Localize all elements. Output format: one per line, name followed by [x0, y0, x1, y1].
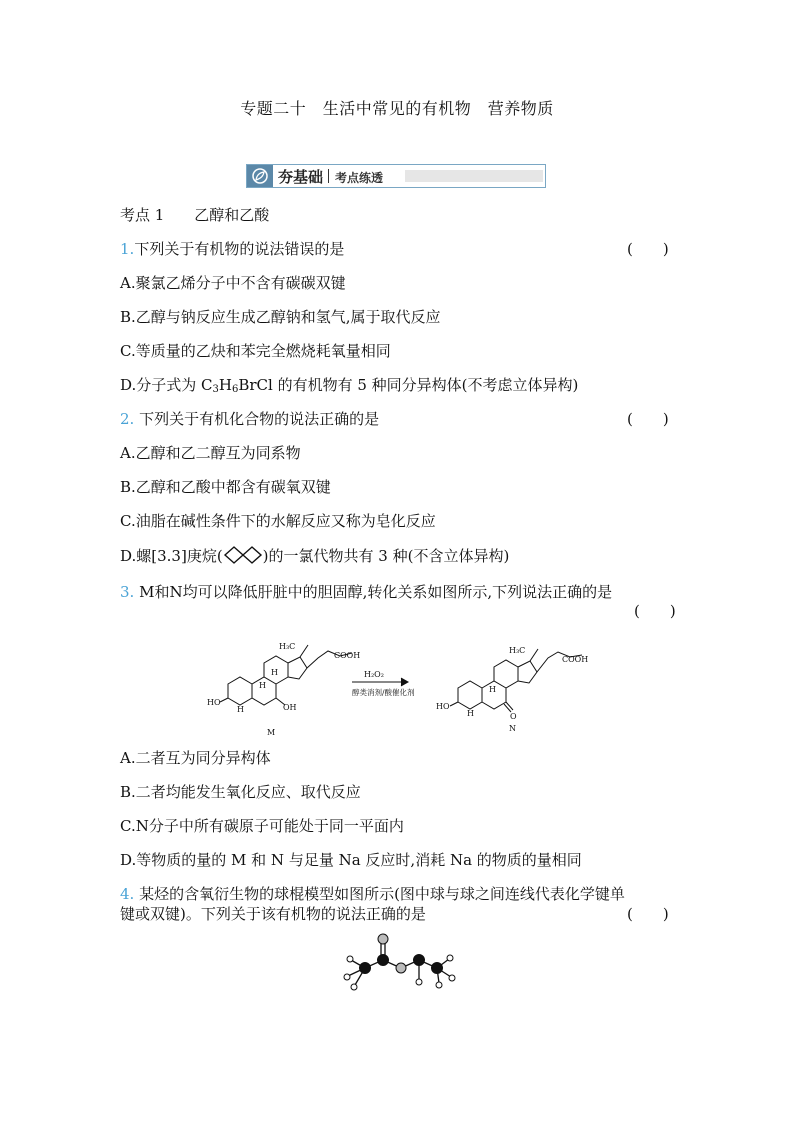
hydrogen-label: H: [237, 705, 244, 714]
q1-option-a: A.聚氯乙烯分子中不含有碳碳双键: [120, 274, 346, 292]
banner-divider: [328, 169, 329, 183]
question-number: 1.: [120, 240, 135, 258]
banner-main-label: 夯基础: [278, 168, 324, 186]
carboxyl-label: COOH: [334, 651, 361, 660]
hydrogen-label: H: [489, 685, 496, 694]
section-heading: 考点 1 乙醇和乙酸: [120, 206, 270, 224]
hydrogen-label: H: [467, 709, 474, 718]
page-title: 专题二十 生活中常见的有机物 营养物质: [240, 99, 554, 118]
q1-option-d: D.分子式为 C3H6BrCl 的有机物有 5 种同分异构体(不考虑立体异构): [120, 376, 579, 395]
answer-blank: ( ): [627, 905, 669, 923]
hydrogen-atom: [347, 956, 353, 962]
question-1-stem: 1.下列关于有机物的说法错误的是: [120, 240, 345, 258]
question-4-stem-line-2: 键或双键)。下列关于该有机物的说法正确的是: [120, 905, 426, 923]
carbon-atom: [414, 955, 425, 966]
hydroxyl-label: HO: [207, 698, 221, 707]
answer-blank: ( ): [634, 602, 676, 620]
molecule-m-label: M: [267, 728, 276, 737]
reagent-bottom: 醇类消剂/酸催化剂: [352, 688, 415, 697]
ketone-o-label: O: [510, 712, 517, 721]
q2-option-b: B.乙醇和乙酸中都含有碳氧双键: [120, 478, 331, 496]
hydroxyl-label: HO: [436, 702, 450, 711]
reaction-figure: [200, 628, 600, 738]
oxygen-atom: [396, 963, 406, 973]
hydrogen-label: H: [271, 668, 278, 677]
hydrogen-atom: [447, 955, 453, 961]
q2-option-d: D.螺[3.3]庚烷( )的一氯代物共有 3 种(不含立体异构): [120, 547, 510, 565]
question-number: 2.: [120, 410, 135, 428]
spiro-heptane-icon: [223, 546, 263, 564]
banner-bar: [405, 170, 543, 182]
q3-option-a: A.二者互为同分异构体: [120, 749, 271, 767]
hydrogen-atom: [416, 979, 422, 985]
answer-blank: ( ): [627, 240, 669, 258]
q2-option-c: C.油脂在碱性条件下的水解反应又称为皂化反应: [120, 512, 436, 530]
carboxyl-label: COOH: [562, 655, 589, 664]
q1-option-c: C.等质量的乙炔和苯完全燃烧耗氧量相同: [120, 342, 391, 360]
hydrogen-atom: [344, 974, 350, 980]
question-number: 4.: [120, 885, 135, 903]
oxygen-atom: [378, 934, 388, 944]
hydrogen-label: H: [259, 681, 266, 690]
hydrogen-atom: [449, 975, 455, 981]
q3-option-b: B.二者均能发生氧化反应、取代反应: [120, 783, 361, 801]
reagent-top: H₂O₂: [364, 670, 384, 679]
q3-option-d: D.等物质的量的 M 和 N 与足量 Na 反应时,消耗 Na 的物质的量相同: [120, 851, 582, 869]
methyl-label: H₃C: [509, 646, 526, 655]
question-4-stem: 4. 某烃的含氧衍生物的球棍模型如图所示(图中球与球之间连线代表化学键单: [120, 885, 625, 903]
carbon-atom: [432, 963, 443, 974]
question-number: 3.: [120, 583, 135, 601]
hydroxyl-label: OH: [283, 703, 297, 712]
leaf-logo-icon: [247, 165, 273, 187]
molecule-n-label: N: [509, 724, 516, 733]
section-banner: [246, 164, 546, 188]
q1-option-b: B.乙醇与钠反应生成乙醇钠和氢气,属于取代反应: [120, 308, 441, 326]
q3-option-c: C.N分子中所有碳原子可能处于同一平面内: [120, 817, 404, 835]
question-2-stem: 2. 下列关于有机化合物的说法正确的是: [120, 410, 380, 428]
hydrogen-atom: [436, 982, 442, 988]
q2-option-a: A.乙醇和乙二醇互为同系物: [120, 444, 301, 462]
carbon-atom: [360, 963, 371, 974]
hydrogen-atom: [351, 984, 357, 990]
ball-stick-model: [335, 930, 465, 1000]
banner-sub-label: 考点练透: [335, 171, 384, 185]
carbon-atom: [378, 955, 389, 966]
question-3-stem: 3. M和N均可以降低肝脏中的胆固醇,转化关系如图所示,下列说法正确的是: [120, 583, 613, 601]
answer-blank: ( ): [627, 410, 669, 428]
methyl-label: H₃C: [279, 642, 296, 651]
